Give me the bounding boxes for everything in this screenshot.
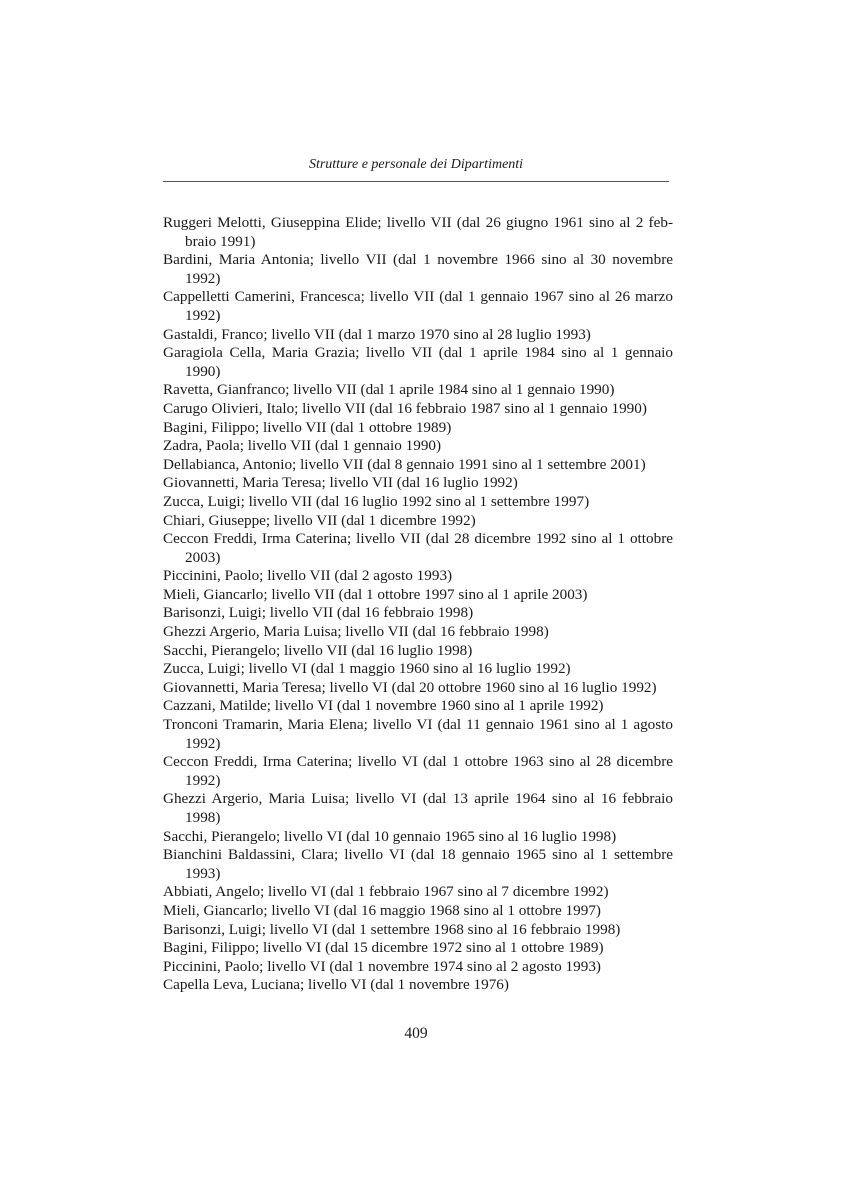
list-item: Zucca, Luigi; livello VI (dal 1 maggio 1960 sino al 16 luglio 1992)	[163, 660, 571, 678]
list-item: Sacchi, Pierangelo; livello VII (dal 16 luglio 1998)	[163, 641, 473, 659]
list-item: Ghezzi Argerio, Maria Luisa; livello VI (dal 13 aprile 1964 sino al 16 febbraio 1998)	[163, 790, 673, 826]
list-item: Ghezzi Argerio, Maria Luisa; livello VII (dal 16 febbraio 1998)	[163, 623, 549, 641]
list-item: Zucca, Luigi; livello VII (dal 16 luglio 1992 sino al 1 settembre 1997)	[163, 492, 590, 510]
list-item: Zadra, Paola; livello VII (dal 1 gennaio 1990)	[163, 437, 442, 455]
list-item: Ceccon Freddi, Irma Caterina; livello VII (dal 28 dicembre 1992 sino al 1 ottobre 2003)	[163, 530, 673, 566]
list-item: Dellabianca, Antonio; livello VII (dal 8 gennaio 1991 sino al 1 settembre 2001)	[163, 455, 646, 473]
list-item: Giovannetti, Maria Teresa; livello VI (dal 20 ottobre 1960 sino al 16 luglio 1992)	[163, 678, 657, 696]
running-head: Strutture e personale dei Dipartimenti	[308, 157, 524, 172]
list-item: Sacchi, Pierangelo; livello VI (dal 10 gennaio 1965 sino al 16 luglio 1998)	[163, 827, 617, 845]
list-item: Cazzani, Matilde; livello VI (dal 1 novembre 1960 sino al 1 aprile 1992)	[163, 697, 604, 715]
list-item: Giovannetti, Maria Teresa; livello VII (dal 16 luglio 1992)	[163, 474, 518, 492]
list-item: Carugo Olivieri, Italo; livello VII (dal 16 febbraio 1987 sino al 1 gennaio 1990)	[163, 399, 647, 417]
list-item: Bianchini Baldassini, Clara; livello VI (dal 18 gennaio 1965 sino al 1 settembre 1993)	[163, 846, 673, 882]
list-item: Cappelletti Camerini, Francesca; livello VII (dal 1 gennaio 1967 sino al 26 marzo 1992)	[163, 288, 673, 324]
list-item: Mieli, Giancarlo; livello VI (dal 16 maggio 1968 sino al 1 ottobre 1997)	[163, 901, 601, 919]
list-item: Ruggeri Melotti, Giuseppina Elide; livello VII (dal 26 giugno 1961 sino al 2 febbraio 1991)	[163, 214, 673, 250]
list-item: Barisonzi, Luigi; livello VII (dal 16 febbraio 1998)	[163, 604, 474, 622]
page-number: 409	[404, 1025, 428, 1042]
list-item: Piccinini, Paolo; livello VI (dal 1 novembre 1974 sino al 2 agosto 1993)	[163, 957, 601, 975]
list-item: Bagini, Filippo; livello VI (dal 15 dicembre 1972 sino al 1 ottobre 1989)	[163, 939, 604, 957]
list-item: Barisonzi, Luigi; livello VI (dal 1 settembre 1968 sino al 16 febbraio 1998)	[163, 920, 621, 938]
list-item: Ceccon Freddi, Irma Caterina; livello VI (dal 1 ottobre 1963 sino al 28 dicembre 1992)	[163, 753, 673, 789]
list-item: Ravetta, Gianfranco; livello VII (dal 1 aprile 1984 sino al 1 gennaio 1990)	[163, 381, 615, 399]
list-item: Garagiola Cella, Maria Grazia; livello VII (dal 1 aprile 1984 sino al 1 gennaio 1990)	[163, 344, 673, 380]
list-item: Gastaldi, Franco; livello VII (dal 1 marzo 1970 sino al 28 luglio 1993)	[163, 325, 591, 343]
personnel-list	[163, 214, 673, 995]
list-item: Capella Leva, Luciana; livello VI (dal 1 novembre 1976)	[163, 976, 509, 994]
list-item: Tronconi Tramarin, Maria Elena; livello VI (dal 11 gennaio 1961 sino al 1 agosto 1992)	[163, 716, 673, 752]
list-item: Abbiati, Angelo; livello VI (dal 1 febbraio 1967 sino al 7 dicembre 1992)	[163, 883, 609, 901]
list-item: Piccinini, Paolo; livello VII (dal 2 agosto 1993)	[163, 567, 453, 585]
list-item: Bardini, Maria Antonia; livello VII (dal 1 novembre 1966 sino al 30 novembre 1992)	[163, 251, 673, 287]
list-item: Mieli, Giancarlo; livello VII (dal 1 ottobre 1997 sino al 1 aprile 2003)	[163, 585, 588, 603]
list-item: Bagini, Filippo; livello VII (dal 1 ottobre 1989)	[163, 418, 452, 436]
list-item: Chiari, Giuseppe; livello VII (dal 1 dicembre 1992)	[163, 511, 476, 529]
header-rule	[163, 181, 669, 182]
